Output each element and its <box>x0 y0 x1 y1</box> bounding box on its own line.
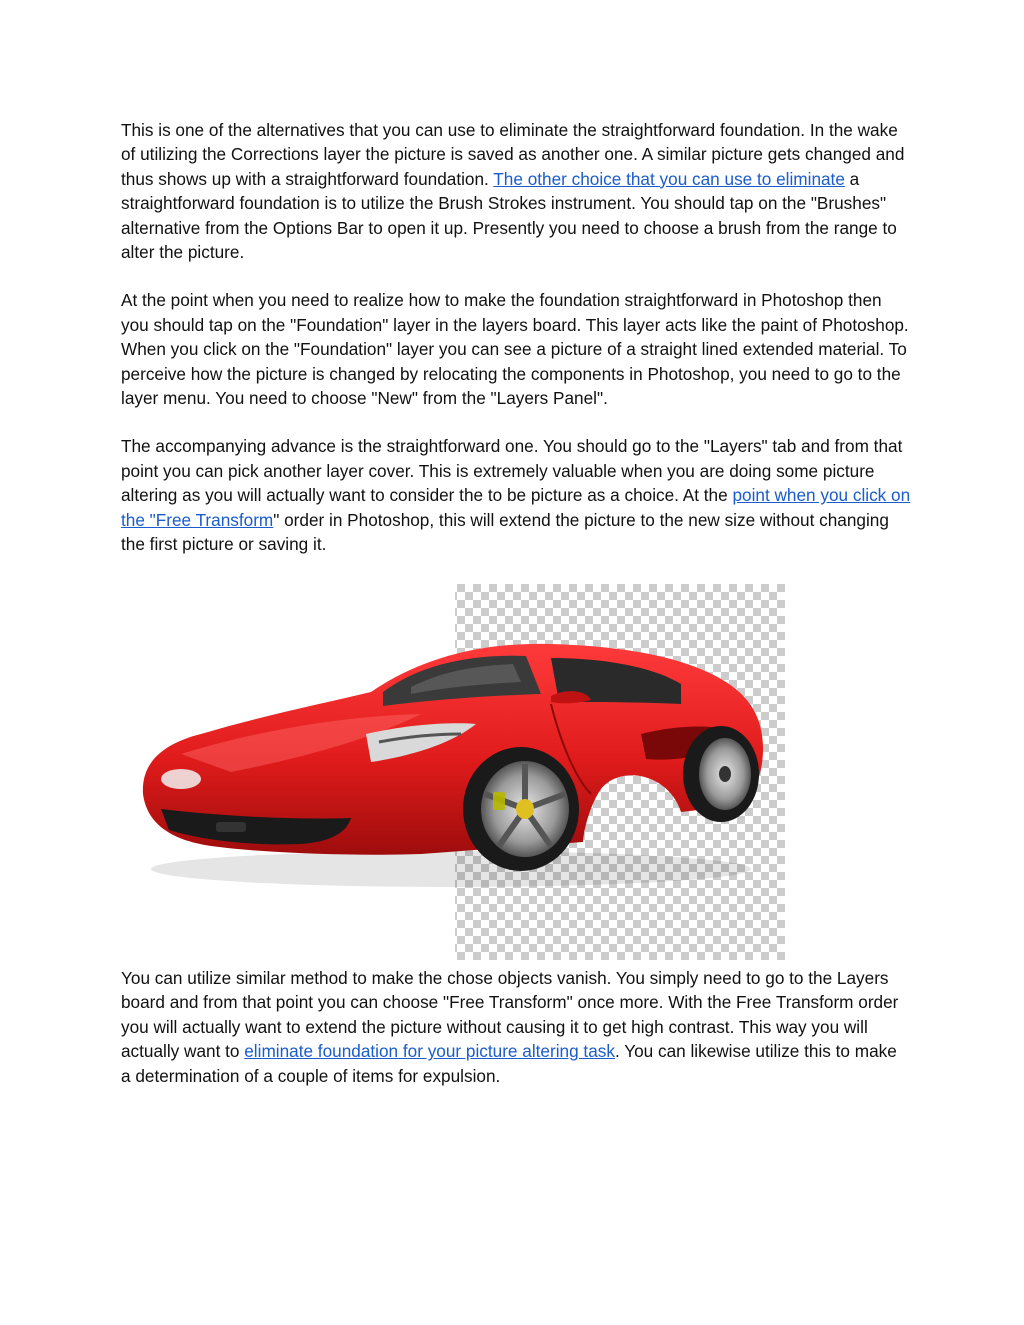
paragraph-3 <box>121 434 911 556</box>
link-free-transform[interactable]: point when you click on the "Free Transform <box>121 485 911 530</box>
link-eliminate-foundation[interactable]: eliminate foundation for your picture altering task <box>244 1041 615 1062</box>
car-illustration <box>121 584 785 960</box>
paragraph-4-text-b: . You can likewise utilize this to make a determination of a couple of items for expulsion. <box>121 1041 897 1086</box>
link-other-choice[interactable]: The other choice that you can use to eliminate <box>493 168 845 189</box>
paragraph-2: At the point when you need to realize how to make the foundation straightforward in Photoshop then you should tap on the "Foundation" layer in the layers board. This layer acts like the paint of Photoshop. When you click on the "Foundation" layer you can see a picture of a straight lined extended material. To perceive how the picture is changed by relocating the components in Photoshop, you need to go to the layer menu. You need to choose "New" from the "Layers Panel". <box>121 290 909 409</box>
document-body <box>121 118 911 581</box>
paragraph-1-text-b: a straightforward foundation is to utilize the Brush Strokes instrument. You should tap on the "Brushes" alternative from the Options Bar to open it up. Presently you need to choose a brush from the range to alter the picture. <box>121 168 897 263</box>
paragraph-1-text-a: This is one of the alternatives that you can use to eliminate the straightforward foundation. In the wake of utilizing the Corrections layer the picture is saved as another one. A similar picture gets changed and thus shows up with a straightforward foundation. <box>121 120 905 189</box>
document-body-continued <box>121 966 911 1112</box>
paragraph-3-text-b: " order in Photoshop, this will extend the picture to the new size without changing the first picture or saving it. <box>121 509 889 555</box>
paragraph-4-text-a: You can utilize similar method to make the chose objects vanish. You simply need to go to the Layers board and from that point you can choose "Free Transform" once more. With the Free Transform order you will actually want to extend the picture without causing it to get high contrast. This way you will actually want to <box>121 968 899 1062</box>
paragraph-4 <box>121 966 911 1088</box>
paragraph-1 <box>121 118 911 264</box>
rear-wheel <box>683 726 759 822</box>
car-image <box>121 584 785 960</box>
paragraph-3-text-a: The accompanying advance is the straightforward one. You should go to the "Layers" tab and from that point you can pick another layer cover. This is extremely valuable when you are doing some picture altering as you will actually want to consider the to be picture as a choice. At the <box>121 436 903 506</box>
front-wheel <box>463 747 579 871</box>
